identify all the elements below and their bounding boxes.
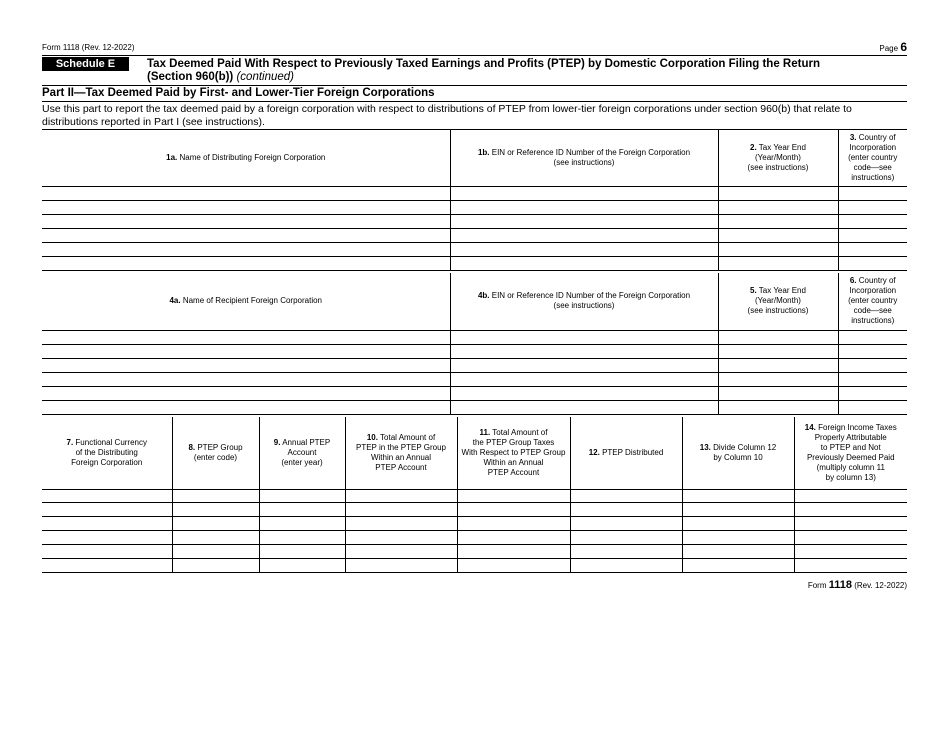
field-7[interactable] (42, 558, 172, 572)
field-12[interactable] (570, 502, 682, 516)
field-14[interactable] (794, 530, 907, 544)
field-1a[interactable] (42, 187, 450, 201)
table-row (42, 330, 907, 344)
field-7[interactable] (42, 502, 172, 516)
field-6[interactable] (838, 330, 907, 344)
table-row (42, 257, 907, 271)
field-10[interactable] (345, 489, 457, 502)
field-1a[interactable] (42, 243, 450, 257)
field-1a[interactable] (42, 201, 450, 215)
field-1b[interactable] (450, 215, 718, 229)
field-4a[interactable] (42, 344, 450, 358)
field-12[interactable] (570, 489, 682, 502)
field-2[interactable] (718, 215, 838, 229)
schedule-title-line2: (Section 960(b)) (147, 71, 234, 83)
field-14[interactable] (794, 502, 907, 516)
field-1a[interactable] (42, 229, 450, 243)
field-8[interactable] (172, 489, 259, 502)
field-6[interactable] (838, 372, 907, 386)
field-10[interactable] (345, 516, 457, 530)
field-4a[interactable] (42, 386, 450, 400)
field-4b[interactable] (450, 344, 718, 358)
field-7[interactable] (42, 530, 172, 544)
field-12[interactable] (570, 558, 682, 572)
field-13[interactable] (682, 530, 794, 544)
field-12[interactable] (570, 544, 682, 558)
form-id: Form 1118 (Rev. 12-2022) (42, 43, 135, 52)
table-distributing-corporation (42, 129, 907, 271)
table-row (42, 400, 907, 414)
field-6[interactable] (838, 386, 907, 400)
header-6: 6. Country of Incorporation (enter country code—see instructions) (838, 273, 907, 330)
field-4b[interactable] (450, 372, 718, 386)
table-ptep-computation (42, 417, 907, 573)
field-9[interactable] (259, 502, 345, 516)
field-7[interactable] (42, 544, 172, 558)
field-13[interactable] (682, 489, 794, 502)
table-row (42, 358, 907, 372)
field-11[interactable] (457, 489, 570, 502)
table-row (42, 229, 907, 243)
field-14[interactable] (794, 516, 907, 530)
field-6[interactable] (838, 400, 907, 414)
table-recipient-corporation (42, 273, 907, 415)
schedule-title-continued: (continued) (236, 71, 295, 83)
header-2: 2. Tax Year End (Year/Month) (see instructions) (718, 130, 838, 187)
table-row (42, 386, 907, 400)
field-4b[interactable] (450, 400, 718, 414)
schedule-title-line1: Tax Deemed Paid With Respect to Previously Taxed Earnings and Profits (PTEP) by Domestic Corporation Filing the Return (147, 58, 820, 70)
field-2[interactable] (718, 257, 838, 271)
field-5[interactable] (718, 386, 838, 400)
field-14[interactable] (794, 544, 907, 558)
table-row (42, 187, 907, 201)
page-number: 6 (900, 40, 907, 54)
table-row (42, 516, 907, 530)
footer-form-number: 1118 (828, 579, 852, 591)
field-13[interactable] (682, 544, 794, 558)
field-2[interactable] (718, 187, 838, 201)
header-14: 14. Foreign Income Taxes Properly Attributable to PTEP and Not Previously Deemed Paid (multiply column 11 by column 13) (794, 417, 907, 489)
field-9[interactable] (259, 544, 345, 558)
field-11[interactable] (457, 558, 570, 572)
field-9[interactable] (259, 558, 345, 572)
field-2[interactable] (718, 201, 838, 215)
field-11[interactable] (457, 516, 570, 530)
field-4b[interactable] (450, 386, 718, 400)
table-row (42, 372, 907, 386)
field-13[interactable] (682, 558, 794, 572)
field-7[interactable] (42, 516, 172, 530)
field-9[interactable] (259, 516, 345, 530)
header-4a: 4a. Name of Recipient Foreign Corporation (42, 273, 450, 330)
instructions-line2: distributions reported in Part I (see instructions). (42, 115, 265, 128)
header-3: 3. Country of Incorporation (enter country code—see instructions) (838, 130, 907, 187)
field-8[interactable] (172, 530, 259, 544)
field-1b[interactable] (450, 229, 718, 243)
field-3[interactable] (838, 229, 907, 243)
field-4a[interactable] (42, 330, 450, 344)
header-1b: 1b. EIN or Reference ID Number of the Foreign Corporation (see instructions) (450, 130, 718, 187)
field-1b[interactable] (450, 201, 718, 215)
field-1a[interactable] (42, 215, 450, 229)
header-8: 8. PTEP Group (enter code) (172, 417, 259, 489)
page-label: Page (879, 44, 899, 53)
field-8[interactable] (172, 502, 259, 516)
field-12[interactable] (570, 516, 682, 530)
header-12: 12. PTEP Distributed (570, 417, 682, 489)
footer-form-prefix: Form (807, 581, 827, 590)
part-title: Part II—Tax Deemed Paid by First- and Lower-Tier Foreign Corporations (42, 87, 435, 99)
field-7[interactable] (42, 489, 172, 502)
table-row (42, 544, 907, 558)
field-1b[interactable] (450, 243, 718, 257)
header-5: 5. Tax Year End (Year/Month) (see instructions) (718, 273, 838, 330)
field-2[interactable] (718, 229, 838, 243)
header-13: 13. Divide Column 12 by Column 10 (682, 417, 794, 489)
field-14[interactable] (794, 558, 907, 572)
field-12[interactable] (570, 530, 682, 544)
part-instructions (42, 103, 852, 128)
header-11: 11. Total Amount of the PTEP Group Taxes With Respect to PTEP Group Within an Annual PTEP Account (457, 417, 570, 489)
table-row (42, 558, 907, 572)
field-10[interactable] (345, 544, 457, 558)
field-5[interactable] (718, 358, 838, 372)
field-4b[interactable] (450, 330, 718, 344)
field-13[interactable] (682, 516, 794, 530)
field-3[interactable] (838, 257, 907, 271)
field-8[interactable] (172, 558, 259, 572)
field-11[interactable] (457, 502, 570, 516)
field-6[interactable] (838, 358, 907, 372)
footer-revision: (Rev. 12-2022) (854, 581, 907, 590)
header-10: 10. Total Amount of PTEP in the PTEP Group Within an Annual PTEP Account (345, 417, 457, 489)
field-3[interactable] (838, 243, 907, 257)
field-13[interactable] (682, 502, 794, 516)
field-4a[interactable] (42, 372, 450, 386)
page-indicator (879, 40, 907, 54)
field-4a[interactable] (42, 400, 450, 414)
field-4a[interactable] (42, 358, 450, 372)
field-3[interactable] (838, 215, 907, 229)
table-row (42, 502, 907, 516)
field-14[interactable] (794, 489, 907, 502)
table-row (42, 344, 907, 358)
header-1a: 1a. Name of Distributing Foreign Corporation (42, 130, 450, 187)
field-4b[interactable] (450, 358, 718, 372)
table-row (42, 215, 907, 229)
field-6[interactable] (838, 344, 907, 358)
field-9[interactable] (259, 530, 345, 544)
table-row (42, 243, 907, 257)
header-7: 7. Functional Currency of the Distributing Foreign Corporation (42, 417, 172, 489)
field-2[interactable] (718, 243, 838, 257)
instructions-line1: Use this part to report the tax deemed paid by a foreign corporation with respect to distributions of PTEP from lower-tier foreign corporations under section 960(b) that relate to (42, 103, 852, 115)
field-3[interactable] (838, 201, 907, 215)
field-5[interactable] (718, 400, 838, 414)
field-8[interactable] (172, 544, 259, 558)
table-row (42, 489, 907, 502)
table-row (42, 530, 907, 544)
field-11[interactable] (457, 530, 570, 544)
field-11[interactable] (457, 544, 570, 558)
table-row (42, 201, 907, 215)
field-1b[interactable] (450, 187, 718, 201)
header-9: 9. Annual PTEP Account (enter year) (259, 417, 345, 489)
field-5[interactable] (718, 344, 838, 358)
field-10[interactable] (345, 502, 457, 516)
schedule-badge: Schedule E (42, 57, 129, 71)
field-8[interactable] (172, 516, 259, 530)
field-5[interactable] (718, 330, 838, 344)
field-3[interactable] (838, 187, 907, 201)
footer-form-id (808, 579, 907, 591)
field-1b[interactable] (450, 257, 718, 271)
field-10[interactable] (345, 530, 457, 544)
field-1a[interactable] (42, 257, 450, 271)
schedule-title (147, 58, 820, 84)
field-9[interactable] (259, 489, 345, 502)
field-5[interactable] (718, 372, 838, 386)
field-10[interactable] (345, 558, 457, 572)
header-4b: 4b. EIN or Reference ID Number of the Foreign Corporation (see instructions) (450, 273, 718, 330)
